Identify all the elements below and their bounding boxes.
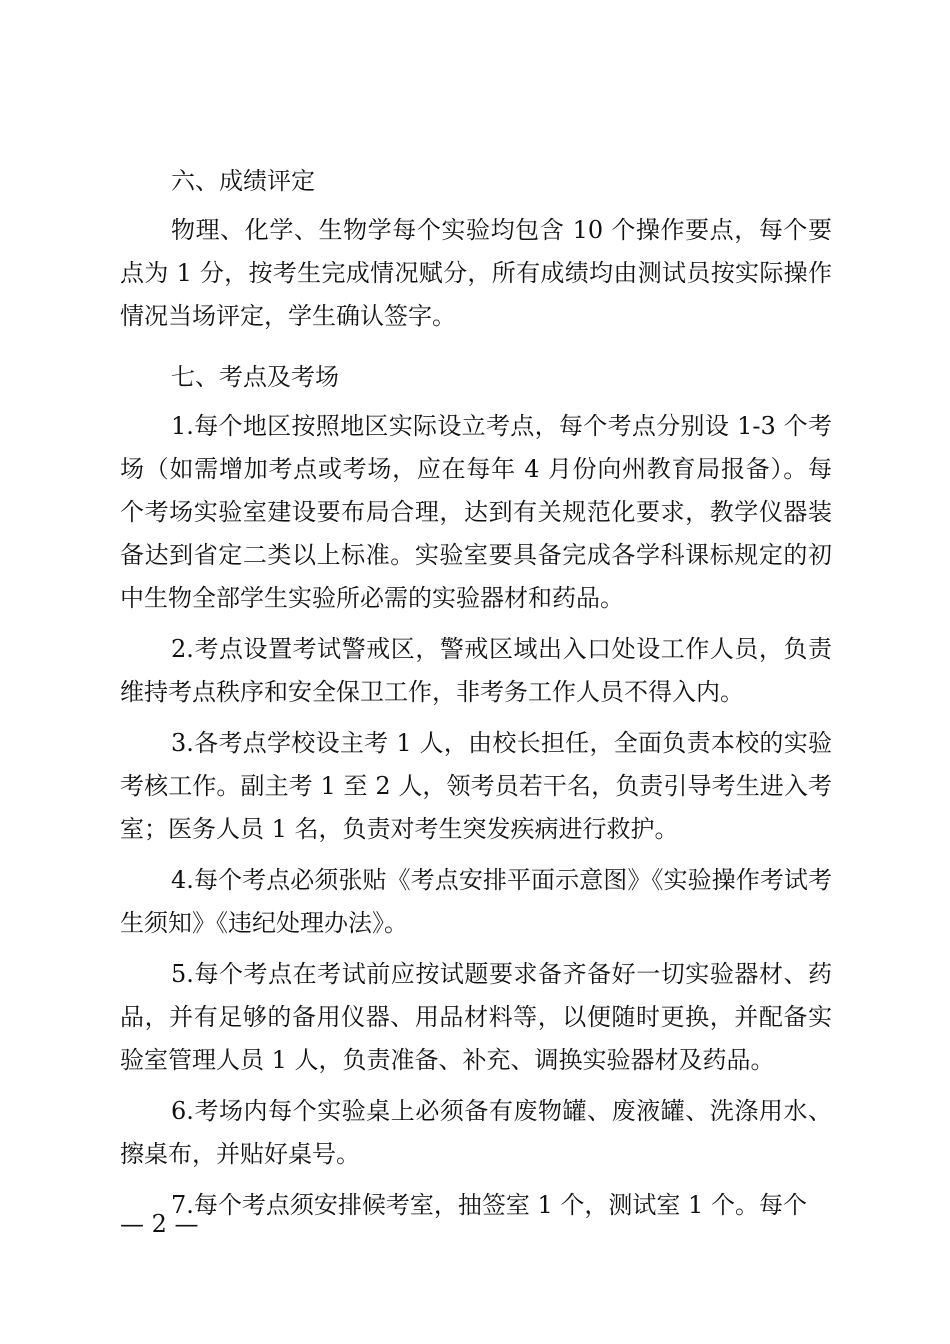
paragraph-rooms: 7.每个考点须安排候考室，抽签室 1 个，测试室 1 个。每个: [171, 1191, 807, 1219]
paragraph-lab-bench: 6.考场内每个实验桌上必须备有废物罐、废液罐、洗涤用水、擦桌布，并贴好桌号。: [120, 1097, 832, 1168]
section-heading-grading: 六、成绩评定: [171, 167, 315, 195]
paragraph-postings: 4.每个考点必须张贴《考点安排平面示意图》《实验操作考试考生须知》《违纪处理办法》。: [120, 866, 832, 937]
paragraph-grading: 物理、化学、生物学每个实验均包含 10 个操作要点，每个要点为 1 分，按考生完成情况赋分，所有成绩均由测试员按实际操作情况当场评定，学生确认签字。: [120, 216, 832, 330]
paragraph-site-setup: 1.每个地区按照地区实际设立考点，每个考点分别设 1-3 个考场（如需增加考点或考场，应在每年 4 月份向州教育局报备）。每个考场实验室建设要布局合理，达到有关规范化要求，教学仪器装备达到省定二类以上标准。实验室要具备完成各学科课标规定的初中生物全部学生实验所必需的实验器材和药品。: [120, 412, 832, 612]
document-body: [120, 160, 832, 1227]
paragraph-staffing: 3.各考点学校设主考 1 人，由校长担任，全面负责本校的实验考核工作。副主考 1 至 2 人，领考员若干名，负责引导考生进入考室；医务人员 1 名，负责对考生突发疾病进行救护。: [120, 729, 832, 843]
page-number: — 2 —: [120, 1210, 199, 1238]
paragraph-equipment: 5.每个考点在考试前应按试题要求备齐备好一切实验器材、药品，并有足够的备用仪器、用品材料等，以便随时更换，并配备实验室管理人员 1 人，负责准备、补充、调换实验器材及药品。: [120, 960, 832, 1074]
section-heading-exam-sites: 七、考点及考场: [171, 363, 339, 391]
paragraph-security-zone: 2.考点设置考试警戒区，警戒区域出入口处设工作人员，负责维持考点秩序和安全保卫工作，非考务工作人员不得入内。: [120, 635, 832, 706]
